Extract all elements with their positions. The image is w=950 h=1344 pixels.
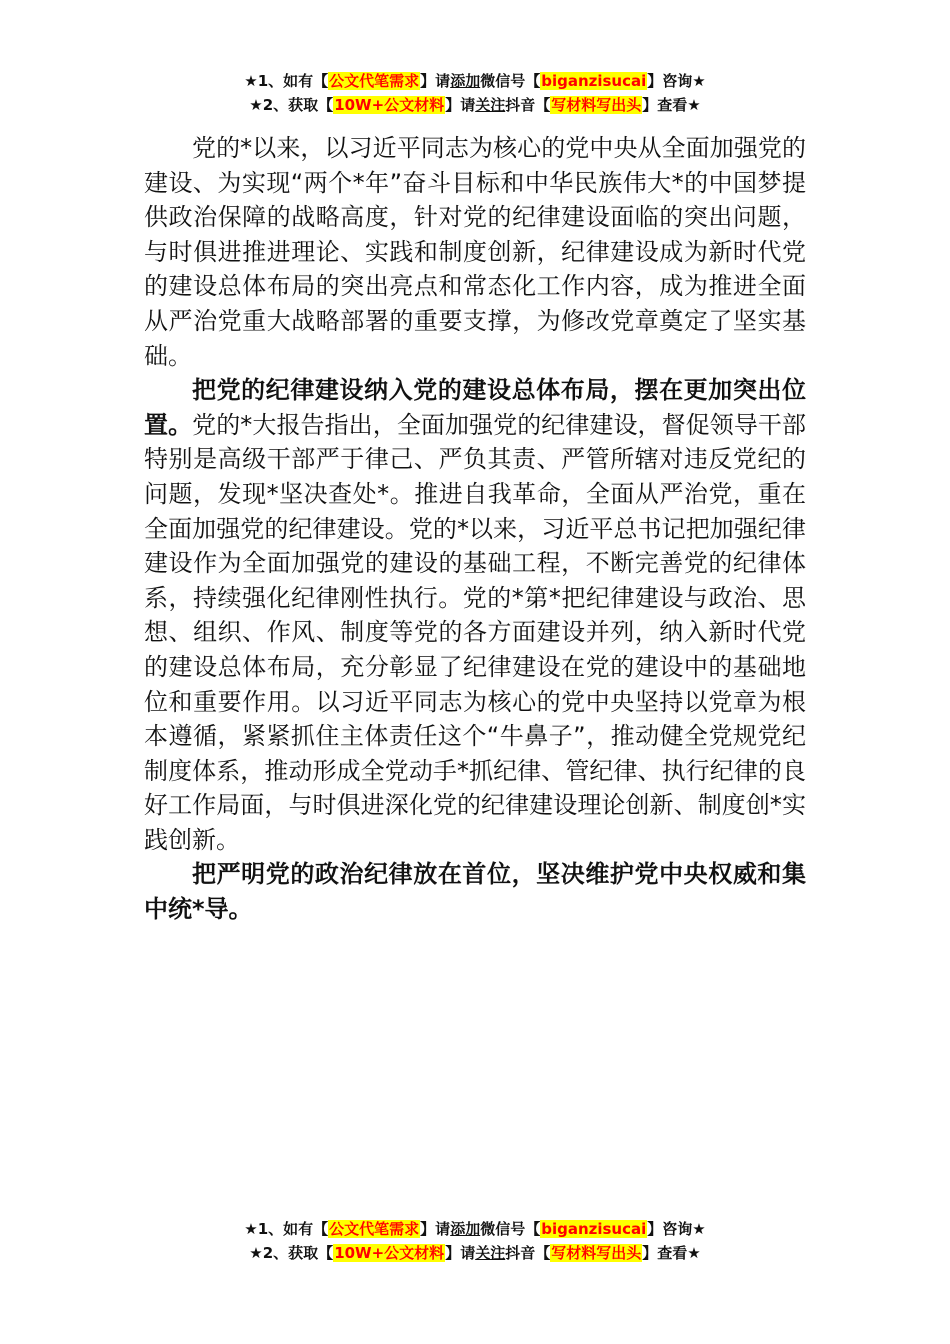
- banner-text: 微信号【: [480, 1220, 541, 1238]
- paragraph-lead: 把严明党的政治纪律放在首位，坚决维护党中央权威和集中统*导。: [144, 860, 806, 924]
- banner-text: ★2、获取【: [249, 96, 334, 114]
- banner-wechat-id: biganzisucai: [541, 72, 647, 90]
- banner-text: 抖音【: [505, 96, 551, 114]
- banner-text: 】查看★: [642, 96, 701, 114]
- paragraph-text: 党的*大报告指出，全面加强党的纪律建设，督促领导干部特别是高级干部严于律己、严负其责、严管所辖对违反党纪的问题，发现*坚决查处*。推进自我革命，全面从严治党，重在全面加强党的纪律建设。党的*以来，习近平总书记把加强纪律建设作为全面加强党的建设的基础工程，不断完善党的纪律体系，持续强化纪律刚性执行。党的*第*把纪律建设与政治、思想、组织、作风、制度等党的各方面建设并列，纳入新时代党的建设总体布局，充分彰显了纪律建设在党的建设中的基础地位和重要作用。以习近平同志为核心的党中央坚持以党章为根本遵循，紧紧抓住主体责任这个“牛鼻子”，推动健全党规党纪制度体系，推动形成全党动手*抓纪律、管纪律、执行纪律的良好工作局面，与时俱进深化党的纪律建设理论创新、制度创*实践创新。: [144, 410, 807, 854]
- banner-text: 】请: [420, 72, 451, 90]
- header-banner: [0, 69, 950, 117]
- paragraph-2: [144, 373, 806, 857]
- banner-text: 】查看★: [642, 1244, 701, 1262]
- banner-text: 】咨询★: [647, 72, 706, 90]
- paragraph-3: [144, 857, 806, 926]
- banner-highlight: 公文代笔需求: [329, 72, 420, 90]
- article-body: [144, 131, 806, 927]
- banner-text: 】请: [420, 1220, 451, 1238]
- banner-douyin-id: 写材料写出头: [551, 96, 642, 114]
- banner-emphasis: 添加: [450, 1220, 481, 1238]
- banner-text: 抖音【: [505, 1244, 551, 1262]
- paragraph-1: 党的*以来，以习近平同志为核心的党中央从全面加强党的建设、为实现“两个*年”奋斗目标和中华民族伟大*的中国梦提供政治保障的战略高度，针对党的纪律建设面临的突出问题，与时俱进推进理论、实践和制度创新，纪律建设成为新时代党的建设总体布局的突出亮点和常态化工作内容，成为推进全面从严治党重大战略部署的重要支撑，为修改党章奠定了坚实基础。: [144, 134, 806, 370]
- banner-highlight: 10W+公文材料: [334, 96, 445, 114]
- paragraph-lead: 把党的纪律建设纳入党的建设总体布局，摆在更加突出位置。: [144, 376, 806, 439]
- banner-text: ★1、如有【: [244, 1220, 329, 1238]
- banner-line-1: [0, 1217, 950, 1241]
- banner-text: 】请: [445, 96, 476, 114]
- banner-text: 微信号【: [480, 72, 541, 90]
- banner-text: 】咨询★: [647, 1220, 706, 1238]
- banner-emphasis: 关注: [475, 1244, 506, 1262]
- banner-text: ★1、如有【: [244, 72, 329, 90]
- banner-emphasis: 添加: [450, 72, 481, 90]
- banner-highlight: 公文代笔需求: [329, 1220, 420, 1238]
- banner-wechat-id: biganzisucai: [541, 1220, 647, 1238]
- banner-line-2: [0, 1241, 950, 1265]
- banner-line-2: [0, 93, 950, 117]
- banner-text: 】请: [445, 1244, 476, 1262]
- banner-douyin-id: 写材料写出头: [551, 1244, 642, 1262]
- banner-line-1: [0, 69, 950, 93]
- footer-banner: [0, 1217, 950, 1265]
- banner-emphasis: 关注: [475, 96, 506, 114]
- banner-highlight: 10W+公文材料: [334, 1244, 445, 1262]
- banner-text: ★2、获取【: [249, 1244, 334, 1262]
